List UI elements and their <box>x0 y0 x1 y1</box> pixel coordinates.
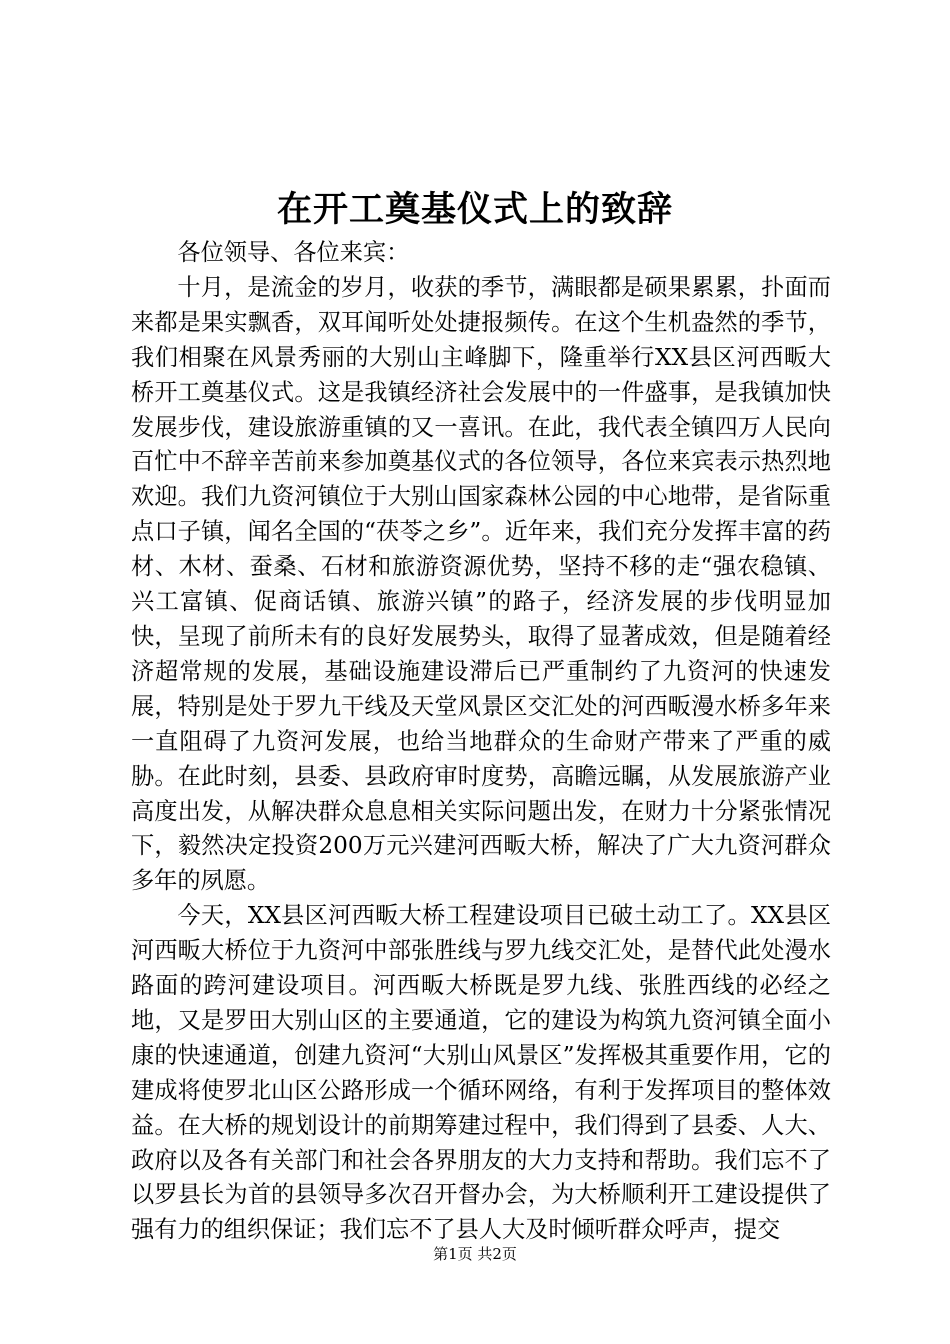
body-paragraph: 十月，是流金的岁月，收获的季节，满眼都是硕果累累，扑面而来都是果实飘香，双耳闻听处处捷报频传。在这个生机盎然的季节，我们相聚在风景秀丽的大别山主峰脚下，隆重举行XX县区河西畈大桥开工奠基仪式。这是我镇经济社会发展中的一件盛事，是我镇加快发展步伐，建设旅游重镇的又一喜讯。在此，我代表全镇四万人民向百忙中不辞辛苦前来参加奠基仪式的各位领导，各位来宾表示热烈地欢迎。我们九资河镇位于大别山国家森林公园的中心地带，是省际重点口子镇，闻名全国的“茯苓之乡”。近年来，我们充分发挥丰富的药材、木材、蚕桑、石材和旅游资源优势，坚持不移的走“强农稳镇、兴工富镇、促商话镇、旅游兴镇”的路子，经济发展的步伐明显加快，呈现了前所未有的良好发展势头，取得了显著成效，但是随着经济超常规的发展，基础设施建设滞后已严重制约了九资河的快速发展，特别是处于罗九干线及天堂风景区交汇处的河西畈漫水桥多年来一直阻碍了九资河发展，也给当地群众的生命财产带来了严重的威胁。在此时刻，县委、县政府审时度势，高瞻远瞩，从发展旅游产业高度出发，从解决群众息息相关实际问题出发，在财力十分紧张情况下，毅然决定投资200万元兴建河西畈大桥，解决了广大九资河群众多年的夙愿。 <box>131 273 831 895</box>
document-title: 在开工奠基仪式上的致辞 <box>276 189 673 230</box>
body-paragraph: 今天，XX县区河西畈大桥工程建设项目已破土动工了。XX县区河西畈大桥位于九资河中部张胜线与罗九线交汇处，是替代此处漫水路面的跨河建设项目。河西畈大桥既是罗九线、张胜西线的必经之地，又是罗田大别山区的主要通道，它的建设为构筑九资河镇全面小康的快速通道，创建九资河“大别山风景区”发挥极其重要作用，它的建成将使罗北山区公路形成一个循环网络，有利于发挥项目的整体效益。在大桥的规划设计的前期筹建过程中，我们得到了县委、人大、政府以及各有关部门和社会各界朋友的大力支持和帮助。我们忘不了以罗县长为首的县领导多次召开督办会，为大桥顺利开工建设提供了强有力的组织保证；我们忘不了县人大及时倾听群众呼声，提交 <box>131 902 831 1244</box>
document-body <box>131 236 831 1248</box>
page-number-footer: 第1页 共2页 <box>433 1245 517 1263</box>
salutation: 各位领导、各位来宾： <box>177 239 410 266</box>
